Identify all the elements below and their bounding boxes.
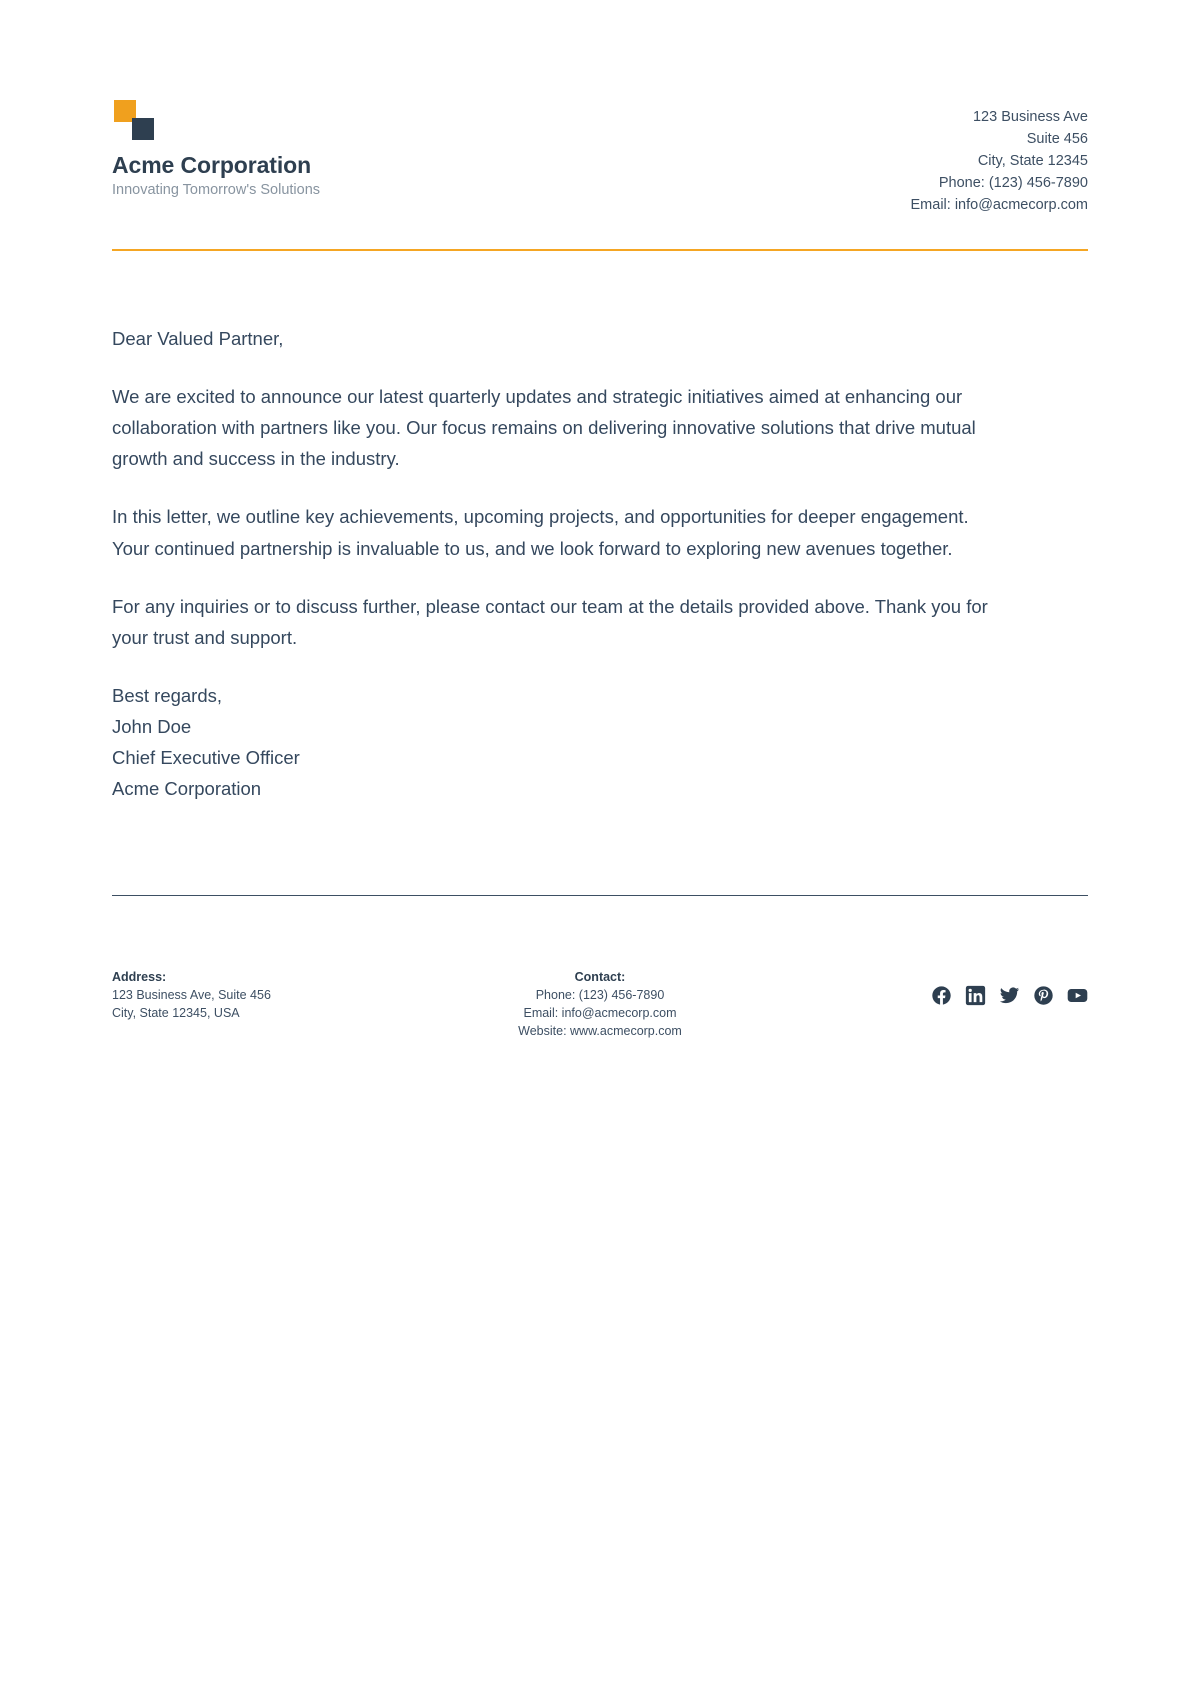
letter-paragraph-3: For any inquiries or to discuss further, please contact our team at the details provided above. Thank you for your trust and support. [112,595,988,648]
signature-name: John Doe [112,715,192,737]
header-email: Email: info@acmecorp.com [910,197,1088,214]
footer-address-label: Address: [112,970,167,984]
twitter-icon[interactable] [999,985,1020,1006]
youtube-icon[interactable] [1067,985,1088,1006]
footer-address-column [112,968,412,1022]
letter-paragraph-2: In this letter, we outline key achievements, upcoming projects, and opportunities for deeper engagement. Your continued partnership is invaluable to us, and we look forward to exploring new avenues together. [112,506,969,559]
signature-closing: Best regards, [112,684,223,706]
company-tagline: Innovating Tomorrow's Solutions [112,182,321,199]
footer-address-line-2: City, State 12345, USA [112,1006,240,1021]
header-address-suite: Suite 456 [1026,131,1088,148]
pinterest-icon[interactable] [1033,985,1054,1006]
letter-salutation: Dear Valued Partner, [112,328,284,350]
signature-company: Acme Corporation [112,778,262,800]
footer-contact-label: Contact: [574,970,626,984]
brand-block [112,100,320,200]
footer-contact-column [450,968,750,1041]
header-phone: Phone: (123) 456-7890 [938,175,1088,192]
signature-title: Chief Executive Officer [112,746,300,768]
letter-body [112,251,1088,804]
footer-social-column [788,968,1088,1006]
header-address-street: 123 Business Ave [972,109,1088,125]
header-address-city: City, State 12345 [977,153,1088,170]
footer-contact-phone: Phone: (123) 456-7890 [535,988,665,1003]
signature-block [112,680,1088,804]
letter-paragraph-1: We are excited to announce our latest quarterly updates and strategic initiatives aimed at enhancing our collaboration with partners like you. Our focus remains on delivering innovative solutions that drive mutual growth and success in the industry. [112,386,976,470]
facebook-icon[interactable] [931,985,952,1006]
header-contact-block [911,100,1089,216]
footer-contact-website: Website: www.acmecorp.com [518,1024,682,1039]
company-logo-icon [114,100,158,142]
footer-contact-email: Email: info@acmecorp.com [523,1006,677,1021]
footer-address-line-1: 123 Business Ave, Suite 456 [112,988,271,1003]
company-name: Acme Corporation [112,152,312,178]
letterhead-header [112,0,1088,216]
logo-navy-square [132,118,154,140]
footer-divider [112,895,1088,896]
linkedin-icon[interactable] [965,985,986,1006]
letterhead-footer [112,968,1088,1041]
